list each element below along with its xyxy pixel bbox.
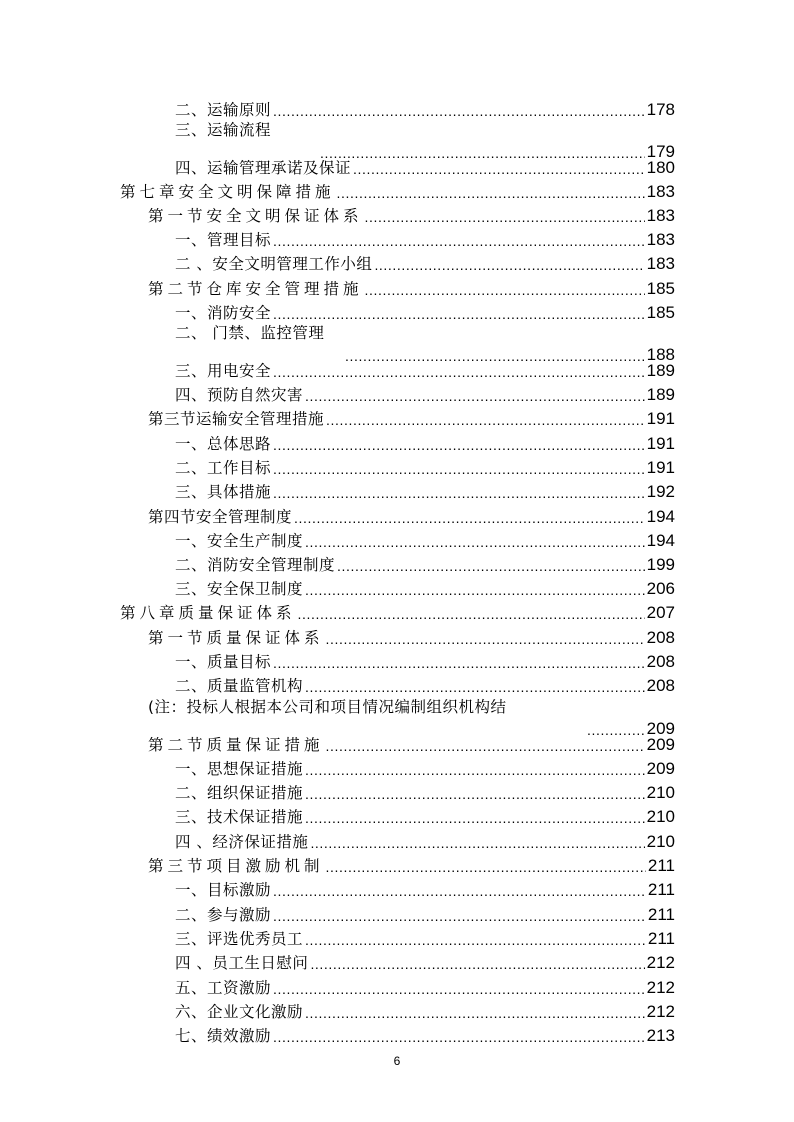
- dot-leader: [305, 786, 645, 802]
- toc-entry-label: 第四节安全管理制度: [148, 508, 293, 526]
- dot-leader: [298, 606, 645, 622]
- toc-entry-label: 四 、员工生日慰问: [175, 954, 309, 972]
- dot-leader: [305, 679, 645, 695]
- toc-entry-label: 三、安全保卫制度: [175, 580, 304, 598]
- dot-leader: [310, 835, 644, 851]
- toc-page-number: 199: [646, 555, 675, 574]
- dot-leader: [273, 364, 645, 380]
- dot-leader: [374, 257, 644, 273]
- toc-entry[interactable]: [175, 780, 675, 802]
- toc-entry[interactable]: [175, 975, 675, 997]
- toc-entry[interactable]: [175, 902, 675, 924]
- toc-entry[interactable]: [175, 358, 675, 380]
- dot-leader: [337, 558, 645, 574]
- toc-entry-label: 三、用电安全: [175, 362, 272, 380]
- dot-leader: [305, 762, 645, 778]
- toc-page-number: 213: [646, 1026, 675, 1045]
- dot-leader: [294, 510, 645, 526]
- toc-entry[interactable]: [148, 625, 675, 647]
- toc-entry[interactable]: [175, 950, 675, 972]
- toc-entry[interactable]: [175, 576, 675, 598]
- toc-page-number: 194: [646, 507, 675, 526]
- toc-entry-label: 四、运输管理承诺及保证: [175, 159, 352, 177]
- dot-leader: [365, 282, 645, 298]
- dot-leader: [326, 738, 645, 754]
- dot-leader: [305, 582, 645, 598]
- toc-entry-label: 七、绩效激励: [175, 1027, 272, 1045]
- toc-entry-label: 第八章质量保证体系: [120, 604, 296, 622]
- toc-entry[interactable]: [148, 276, 675, 298]
- toc-entry-label: 第一节安全文明保证体系: [148, 207, 363, 225]
- toc-page-number: 191: [646, 434, 675, 453]
- toc-entry-label: 二、组织保证措施: [175, 784, 304, 802]
- toc-entry[interactable]: [175, 528, 675, 550]
- toc-entry[interactable]: [120, 600, 675, 622]
- dot-leader: [305, 534, 645, 550]
- toc-page-number: 191: [646, 458, 675, 477]
- dot-leader: [273, 655, 645, 671]
- dot-leader: [273, 1029, 645, 1045]
- toc-entry-label: 五、工资激励: [175, 979, 272, 997]
- toc-entry-label: 第三节运输安全管理措施: [148, 410, 325, 428]
- toc-page-number: 206: [646, 579, 675, 598]
- toc-entry[interactable]: [175, 756, 675, 778]
- toc-entry-label: 一、质量目标: [175, 653, 272, 671]
- toc-entry-label: 二 、安全文明管理工作小组: [175, 255, 373, 273]
- dot-leader: [326, 412, 645, 428]
- toc-entry[interactable]: [175, 804, 675, 826]
- toc-entry[interactable]: [175, 1023, 675, 1045]
- dot-leader: [305, 932, 646, 948]
- toc-entry[interactable]: [175, 97, 675, 119]
- toc-page-number: 183: [646, 230, 675, 249]
- toc-page-number: 212: [646, 953, 675, 972]
- dot-leader: [273, 908, 646, 924]
- toc-page-number: 211: [647, 929, 675, 948]
- toc-page-number: 209: [646, 719, 675, 738]
- dot-leader: [310, 956, 644, 972]
- toc-entry[interactable]: [175, 552, 675, 574]
- dot-leader: [273, 306, 645, 322]
- toc-entry-label: (注：投标人根据本公司和项目情况编制组织机构结: [148, 698, 507, 716]
- toc-page-number: 210: [646, 783, 675, 802]
- toc-entry-label: 三、评选优秀员工: [175, 930, 304, 948]
- toc-page-number: 191: [646, 409, 675, 428]
- toc-entry-label: 一、目标激励: [175, 881, 272, 899]
- toc-page-number: 209: [646, 735, 675, 754]
- dot-leader: [273, 103, 645, 119]
- toc-entry[interactable]: [148, 203, 675, 225]
- toc-entry-label: 二、质量监管机构: [175, 677, 304, 695]
- toc-entry-label: 二、工作目标: [175, 459, 272, 477]
- dot-leader: [273, 437, 645, 453]
- toc-page-number: 185: [646, 279, 675, 298]
- dot-leader: [273, 233, 645, 249]
- toc-entry-label: 三、技术保证措施: [175, 808, 304, 826]
- toc-page-number: 189: [646, 385, 675, 404]
- toc-entry-label: 第三节项目激励机制: [148, 857, 324, 875]
- toc-entry-label: 六、企业文化激励: [175, 1003, 304, 1021]
- dot-leader: [273, 883, 646, 899]
- toc-entry-label: 二、参与激励: [175, 906, 272, 924]
- toc-page-number: 189: [646, 361, 675, 380]
- dot-leader: [326, 859, 646, 875]
- toc-page-number: 192: [646, 482, 675, 501]
- toc-entry-label: 三、运输流程: [175, 121, 272, 139]
- toc-entry-label: 一、管理目标: [175, 231, 272, 249]
- toc-entry[interactable]: [148, 853, 675, 875]
- toc-entry[interactable]: [175, 999, 675, 1021]
- toc-entry[interactable]: [175, 829, 675, 851]
- toc-entry[interactable]: [175, 877, 675, 899]
- toc-entry-label: 第七章安全文明保障措施: [120, 183, 335, 201]
- toc-entry[interactable]: [175, 479, 675, 501]
- toc-page-number: 209: [646, 759, 675, 778]
- toc-entry-label: 二、 门禁、监控管理: [175, 324, 325, 342]
- toc-entry-label: 四、预防自然灾害: [175, 386, 304, 404]
- toc-entry-label: 二、消防安全管理制度: [175, 556, 336, 574]
- toc-page-number: 210: [646, 832, 675, 851]
- toc-entry[interactable]: [175, 649, 675, 671]
- dot-leader: [273, 485, 645, 501]
- page-number: 6: [393, 1054, 401, 1068]
- dot-leader: [305, 810, 645, 826]
- dot-leader: [273, 981, 645, 997]
- toc-entry[interactable]: [175, 926, 675, 948]
- toc-page-number: 210: [646, 807, 675, 826]
- toc-entry-label: 二、运输原则: [175, 101, 272, 119]
- toc-page-number: 183: [646, 254, 675, 273]
- toc-page-number: 207: [646, 603, 675, 622]
- toc-entry[interactable]: [175, 251, 675, 273]
- toc-entry[interactable]: [175, 455, 675, 477]
- toc-page-number: 211: [647, 905, 675, 924]
- dot-leader: [365, 209, 645, 225]
- toc-entry[interactable]: [175, 382, 675, 404]
- toc-page-number: 180: [646, 158, 675, 177]
- toc-entry-label: 三、具体措施: [175, 483, 272, 501]
- toc-entry-label: 第二节质量保证措施: [148, 736, 324, 754]
- toc-entry-label: 第一节质量保证体系: [148, 629, 324, 647]
- dot-leader: [305, 388, 645, 404]
- toc-entry-label: 一、思想保证措施: [175, 760, 304, 778]
- toc-page-number: 211: [647, 856, 675, 875]
- toc-entry-label: 一、消防安全: [175, 304, 272, 322]
- dot-leader: [326, 631, 645, 647]
- toc-entry[interactable]: [175, 431, 675, 453]
- toc-page-number: 179: [646, 142, 675, 161]
- toc-entry[interactable]: [148, 504, 675, 526]
- toc-page-number: 208: [646, 628, 675, 647]
- toc-page-number: 211: [647, 880, 675, 899]
- toc-entry[interactable]: [175, 227, 675, 249]
- toc-page-number: 212: [646, 1002, 675, 1021]
- toc-page-number: 208: [646, 676, 675, 695]
- toc-entry[interactable]: [175, 300, 675, 322]
- toc-page-number: 183: [646, 182, 675, 201]
- toc-entry-label: 一、安全生产制度: [175, 532, 304, 550]
- dot-leader: [273, 461, 645, 477]
- toc-entry[interactable]: [148, 732, 675, 754]
- toc-entry-label: 一、总体思路: [175, 435, 272, 453]
- toc-entry-label: 第二节仓库安全管理措施: [148, 280, 363, 298]
- dot-leader: [337, 185, 645, 201]
- toc-entry[interactable]: [175, 155, 675, 177]
- dot-leader: [305, 1005, 645, 1021]
- toc-page-number: 188: [646, 345, 675, 364]
- toc-page-number: 185: [646, 303, 675, 322]
- toc-page-number: 212: [646, 978, 675, 997]
- toc-page-number: 178: [646, 100, 675, 119]
- dot-leader: [353, 161, 645, 177]
- toc-page-number: 194: [646, 531, 675, 550]
- toc-entry-label: 四 、经济保证措施: [175, 833, 309, 851]
- toc-page-number: 208: [646, 652, 675, 671]
- toc-entry[interactable]: [120, 179, 675, 201]
- toc-entry[interactable]: [148, 406, 675, 428]
- toc-entry[interactable]: [175, 673, 675, 695]
- toc-page-number: 183: [646, 206, 675, 225]
